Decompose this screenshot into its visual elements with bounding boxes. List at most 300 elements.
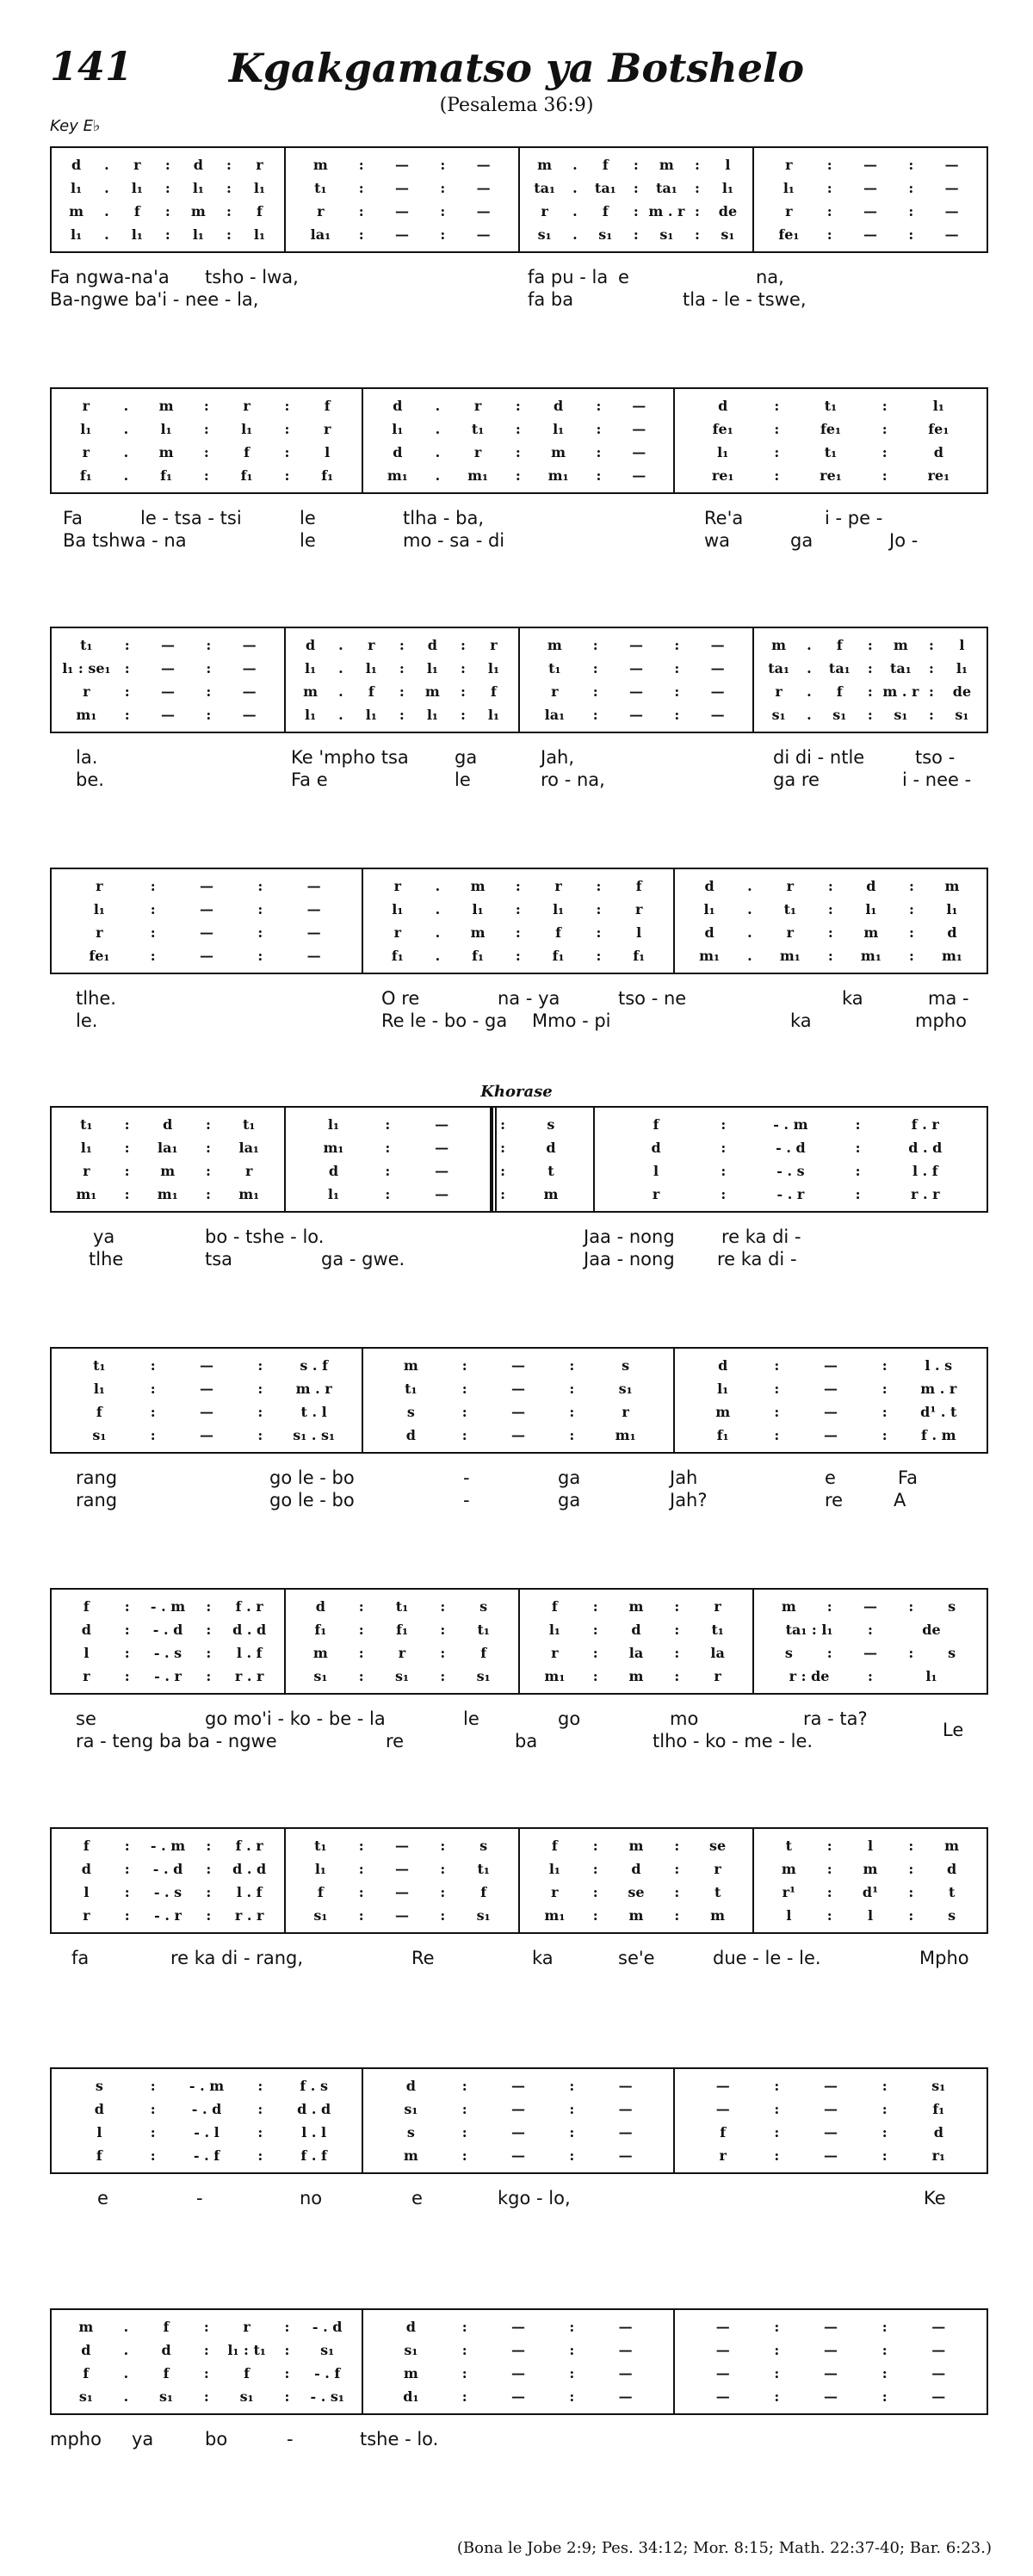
solfa-note: : [774,420,780,437]
lyric-segment: na, [756,267,784,287]
solfa-note: f [602,156,609,173]
solfa-note: t . l [300,1404,327,1421]
solfa-note: — [511,2147,525,2165]
solfa-line [363,1356,673,1374]
solfa-note: : [826,203,832,220]
lyric-segment: Mpho [919,1948,969,1968]
solfa-note: s₁ [404,2100,418,2117]
lyric-segment: rang [76,1467,118,1488]
solfa-note: — [511,1380,525,1397]
measure [595,1108,987,1211]
solfa-note: : [150,1427,156,1444]
solfa-note: m [628,1907,644,1924]
hymn-title: Kgakgamatso ya Botshelo [228,45,805,91]
solfa-note: — [944,156,959,173]
solfa-note: - . r [776,1186,805,1203]
solfa-note: - . m [189,2077,225,2094]
solfa-note: : [284,467,290,485]
solfa-note: : [674,1837,680,1854]
solfa-note: — [511,2341,525,2358]
solfa-line [675,900,987,917]
lyric-line [50,508,997,528]
solfa-note: — [511,1427,525,1444]
solfa-line [754,1860,987,1877]
solfa-note: l . f [236,1884,263,1901]
solfa-line [675,2388,987,2406]
solfa-note: de [922,1621,941,1638]
solfa-note: : [206,1668,212,1685]
solfa-line [52,156,284,173]
solfa-note: : [461,2077,467,2094]
solfa-note: — [823,1427,838,1444]
solfa-note: d [651,1139,661,1156]
solfa-note: . [338,683,343,701]
solfa-note: r [243,397,251,414]
solfa-note: r [82,397,90,414]
lyric-segment: le [455,769,471,790]
solfa-line [363,2341,673,2358]
solfa-note: f₁ [79,467,92,485]
solfa-note: : [358,1860,364,1877]
solfa-note: r [714,1597,721,1615]
solfa-line [286,1860,518,1877]
solfa-note: : [674,1621,680,1638]
solfa-note: f . f [300,2147,327,2165]
solfa-line [52,2341,362,2358]
solfa-note: : [881,1356,888,1374]
measure [52,869,363,973]
solfa-note: m [551,444,566,461]
solfa-note: : [569,2341,575,2358]
solfa-note: : [827,900,833,917]
solfa-note: : [460,659,466,676]
lyric-segment: Jaa - nong [584,1249,675,1269]
solfa-note: ta₁ [655,179,677,196]
solfa-line [363,420,673,437]
solfa-note: : [774,397,780,414]
solfa-line [286,1186,491,1203]
lyric-line [50,1731,997,1751]
solfa-note: s [547,1115,555,1133]
solfa-note: . [807,683,812,701]
solfa-note: f [317,1884,324,1901]
solfa-note: l₁ [305,659,317,676]
measure [52,1590,286,1693]
solfa-line [520,156,752,173]
solfa-line [52,2388,362,2406]
solfa-note: d [933,444,943,461]
solfa-note: r [652,1186,660,1203]
solfa-note: : [928,683,934,701]
solfa-note: : [358,1645,364,1662]
solfa-note: d [94,2100,104,2117]
solfa-note: r [256,156,263,173]
solfa-line [52,1645,284,1662]
measure [675,389,987,492]
solfa-note: m [710,1907,726,1924]
measure [363,1349,675,1452]
solfa-note: : [206,1139,211,1156]
solfa-note: : [569,1380,575,1397]
solfa-note: s [784,1645,793,1662]
solfa-note: : [399,683,405,701]
solfa-note: d . d [232,1621,267,1638]
solfa-note: r [554,877,562,894]
lyric-segment: ka [790,1010,812,1031]
solfa-note: m [190,203,206,220]
solfa-note: — [306,900,321,917]
measure [286,1108,492,1211]
solfa-note: — [395,179,409,196]
solfa-note: : [774,2365,780,2382]
solfa-note: m₁ [615,1427,636,1444]
solfa-note: . [572,179,578,196]
solfa-note: : [674,1668,680,1685]
solfa-note: l . s [925,1356,953,1374]
solfa-note: l₁ [192,226,204,244]
solfa-note: f [480,1884,487,1901]
solfa-note: la₁ [158,1139,178,1156]
solfa-note: : [569,2147,575,2165]
solfa-line [363,444,673,461]
solfa-note: — [823,1380,838,1397]
solfa-note: de [718,203,738,220]
solfa-note: — [944,203,959,220]
solfa-note: : [674,1860,680,1877]
lyric-segment: ka [842,988,863,1009]
solfa-note: : [226,203,232,220]
solfa-note: : [284,2341,290,2358]
solfa-line [363,2388,673,2406]
solfa-note: : [881,467,888,485]
solfa-note: : [284,420,290,437]
solfa-note: f [836,683,843,701]
solfa-note: r [398,1645,406,1662]
solfa-line [675,924,987,942]
solfa-note: — [161,636,175,653]
solfa-line [675,397,987,414]
solfa-note: s₁ [92,1427,107,1444]
solfa-note: : [569,2318,575,2335]
solfa-note: : [774,2077,780,2094]
solfa-line [286,707,518,724]
solfa-note: m [312,156,328,173]
solfa-note: — [710,683,725,701]
solfa-note: t₁ [477,1621,490,1638]
solfa-line [520,1597,752,1615]
chorus-label: Khorase [480,1083,553,1101]
solfa-note: — [863,203,877,220]
solfa-note: m₁ [323,1139,344,1156]
solfa-note: l₁ [314,1860,326,1877]
solfa-note: l₁ [553,420,565,437]
solfa-note: : [164,203,170,220]
lyric-segment: e [825,1467,836,1488]
solfa-note: : [774,1427,780,1444]
solfa-note: : [257,924,263,942]
solfa-note: : [150,2077,156,2094]
solfa-note: : [206,1163,211,1180]
solfa-note: r [551,1884,559,1901]
solfa-note: l₁ [305,707,317,724]
lyric-segment: ba [515,1731,538,1751]
solfa-note: — [931,2341,946,2358]
lyric-segment: go le - bo [269,1467,355,1488]
solfa-note: r [490,636,498,653]
solfa-note: — [306,948,321,965]
solfa-note: : [569,2077,575,2094]
solfa-note: — [200,900,213,917]
solfa-note: f₁ [552,948,565,965]
solfa-note: — [161,683,175,701]
lyric-segment: tsho - lwa, [205,267,299,287]
solfa-note: : [257,1427,263,1444]
solfa-note: : [164,226,170,244]
solfa-note: l₁ [472,900,484,917]
music-system [50,627,988,733]
solfa-note: : [633,179,639,196]
measure [52,148,286,251]
solfa-note: : [461,1356,467,1374]
solfa-note: l₁ [946,900,958,917]
lyric-segment: no [300,2188,323,2208]
solfa-note: — [863,1597,877,1615]
lyric-segment: di di - ntle [773,747,865,768]
solfa-note: : [908,1597,914,1615]
solfa-note: f₁ [633,948,646,965]
solfa-note: — [632,397,646,414]
solfa-note: m [158,444,174,461]
solfa-note: : [633,226,639,244]
solfa-line [675,948,987,965]
solfa-note: : [124,659,130,676]
solfa-note: : [399,659,405,676]
solfa-note: : [257,2077,263,2094]
solfa-note: m [160,1163,176,1180]
solfa-note: t [948,1884,956,1901]
solfa-note: d [193,156,203,173]
solfa-line [52,1427,362,1444]
solfa-note: m . r [920,1380,957,1397]
solfa-note: l₁ : se₁ [62,659,111,676]
solfa-note: m [403,2365,418,2382]
solfa-note: : [633,203,639,220]
lyric-segment: Fa [63,508,84,528]
solfa-note: : [461,2341,467,2358]
solfa-note: — [944,179,959,196]
solfa-note: . [123,467,129,485]
lyric-segment: Fa e [291,769,328,790]
solfa-note: r [786,877,795,894]
solfa-note: . [104,156,109,173]
solfa-note: : [596,444,602,461]
solfa-note: : [826,179,832,196]
solfa-note: : [257,2100,263,2117]
solfa-note: la₁ [238,1139,259,1156]
music-system [50,868,988,974]
solfa-note: : [569,2124,575,2141]
solfa-note: d [631,1621,641,1638]
solfa-note: — [931,2365,946,2382]
solfa-note: : [385,1115,391,1133]
solfa-note: m [781,1597,796,1615]
solfa-note: : [868,1668,873,1685]
solfa-line [675,444,987,461]
lyric-segment: go [558,1708,581,1729]
solfa-line [520,226,752,244]
solfa-note: r [83,1907,90,1924]
lyric-segment: re [825,1490,844,1510]
lyric-segment: fa [71,1948,90,1968]
solfa-note: d . d [297,2100,331,2117]
solfa-note: — [823,2318,838,2335]
solfa-note: de [952,683,972,701]
solfa-note: s [622,1356,630,1374]
lyric-segment: le [463,1708,479,1729]
measure [675,2310,987,2413]
solfa-note: : [826,1907,832,1924]
solfa-note: : [881,420,888,437]
solfa-note: : [203,2341,209,2358]
solfa-line [52,707,284,724]
solfa-note: t₁ [783,900,797,917]
solfa-note: s₁ [618,1380,633,1397]
solfa-note: d [718,1356,728,1374]
solfa-line [52,2100,362,2117]
solfa-note: : [774,1380,780,1397]
lyric-segment: ga [558,1467,581,1488]
music-system [50,1588,988,1695]
solfa-note: r [133,156,141,173]
solfa-note: fe₁ [778,226,800,244]
solfa-note: d [328,1163,338,1180]
solfa-note: m₁ [941,948,962,965]
lyric-line [50,1010,997,1031]
solfa-note: r . r [234,1668,264,1685]
solfa-note: : [674,683,680,701]
solfa-note: l₁ [160,420,172,437]
solfa-note: s . f [300,1356,328,1374]
solfa-line [286,1668,518,1685]
solfa-note: la [628,1645,644,1662]
lyric-segment: tshe - lo. [360,2429,439,2449]
measure [675,2069,987,2172]
solfa-note: : [592,1860,598,1877]
solfa-note: : [385,1163,391,1180]
solfa-line [52,179,284,196]
solfa-note: r [551,683,559,701]
solfa-note: : [721,1139,727,1156]
solfa-line [363,900,673,917]
solfa-note: : [908,156,914,173]
solfa-note: t₁ [314,1837,327,1854]
solfa-note: . [123,397,129,414]
solfa-note: d [393,444,403,461]
solfa-line [52,1404,362,1421]
solfa-note: l . f [912,1163,938,1180]
solfa-note: - . m [150,1837,186,1854]
solfa-note: : [721,1115,727,1133]
solfa-note: s₁ [476,1907,491,1924]
solfa-note: : [881,1404,888,1421]
solfa-note: t₁ [80,1115,93,1133]
solfa-note: : [385,1139,391,1156]
lyric-segment: re ka di - rang, [170,1948,304,1968]
solfa-note: — [242,683,257,701]
solfa-line [363,2147,673,2165]
solfa-note: : [569,2100,575,2117]
solfa-line [286,1645,518,1662]
measure [52,1108,286,1211]
music-system [50,2308,988,2415]
lyric-segment: re [386,1731,405,1751]
solfa-line [363,1404,673,1421]
solfa-note: r [714,1860,721,1877]
solfa-line [497,1139,593,1156]
solfa-note: s₁ [313,1668,328,1685]
lyric-line [50,988,997,1009]
solfa-line [363,2100,673,2117]
solfa-note: t₁ [471,420,485,437]
solfa-note: d [315,1597,325,1615]
solfa-note: : [206,1115,211,1133]
solfa-note: : [881,2341,888,2358]
solfa-line [286,1837,518,1854]
solfa-note: s₁ [832,707,847,724]
lyric-segment: i - pe - [825,508,883,528]
solfa-note: : [827,948,833,965]
solfa-note: r . r [234,1907,264,1924]
solfa-note: — [863,226,877,244]
solfa-note: — [200,877,213,894]
solfa-note: : [633,156,639,173]
solfa-note: f [96,1404,102,1421]
solfa-note: m₁ [547,467,569,485]
solfa-note: l₁ [365,707,377,724]
lyric-line [50,769,997,790]
solfa-note: — [629,683,643,701]
solfa-note: : [358,203,364,220]
solfa-line [52,1139,284,1156]
solfa-line [363,2077,673,2094]
solfa-note: — [715,2100,730,2117]
lyric-line [50,289,997,310]
solfa-line [52,226,284,244]
solfa-note: d₁ [403,2388,419,2406]
solfa-note: : [826,1860,832,1877]
solfa-note: m [893,636,908,653]
solfa-note: : [774,2100,780,2117]
solfa-note: : [774,467,780,485]
solfa-line [363,1380,673,1397]
solfa-note: l₁ [253,226,265,244]
solfa-note: : [226,226,232,244]
solfa-note: f [368,683,374,701]
solfa-note: — [200,924,213,942]
solfa-line [363,924,673,942]
solfa-note: s₁ [239,2388,254,2406]
solfa-note: : [908,1884,914,1901]
solfa-note: : [124,636,130,653]
solfa-note: r . r [911,1186,940,1203]
solfa-note: f [551,1837,558,1854]
solfa-note: m [628,1837,644,1854]
solfa-note: m₁ [779,948,801,965]
solfa-note: — [511,1404,525,1421]
solfa-note: . [435,420,441,437]
solfa-note: t₁ [314,179,327,196]
lyric-segment: ya [93,1226,115,1247]
